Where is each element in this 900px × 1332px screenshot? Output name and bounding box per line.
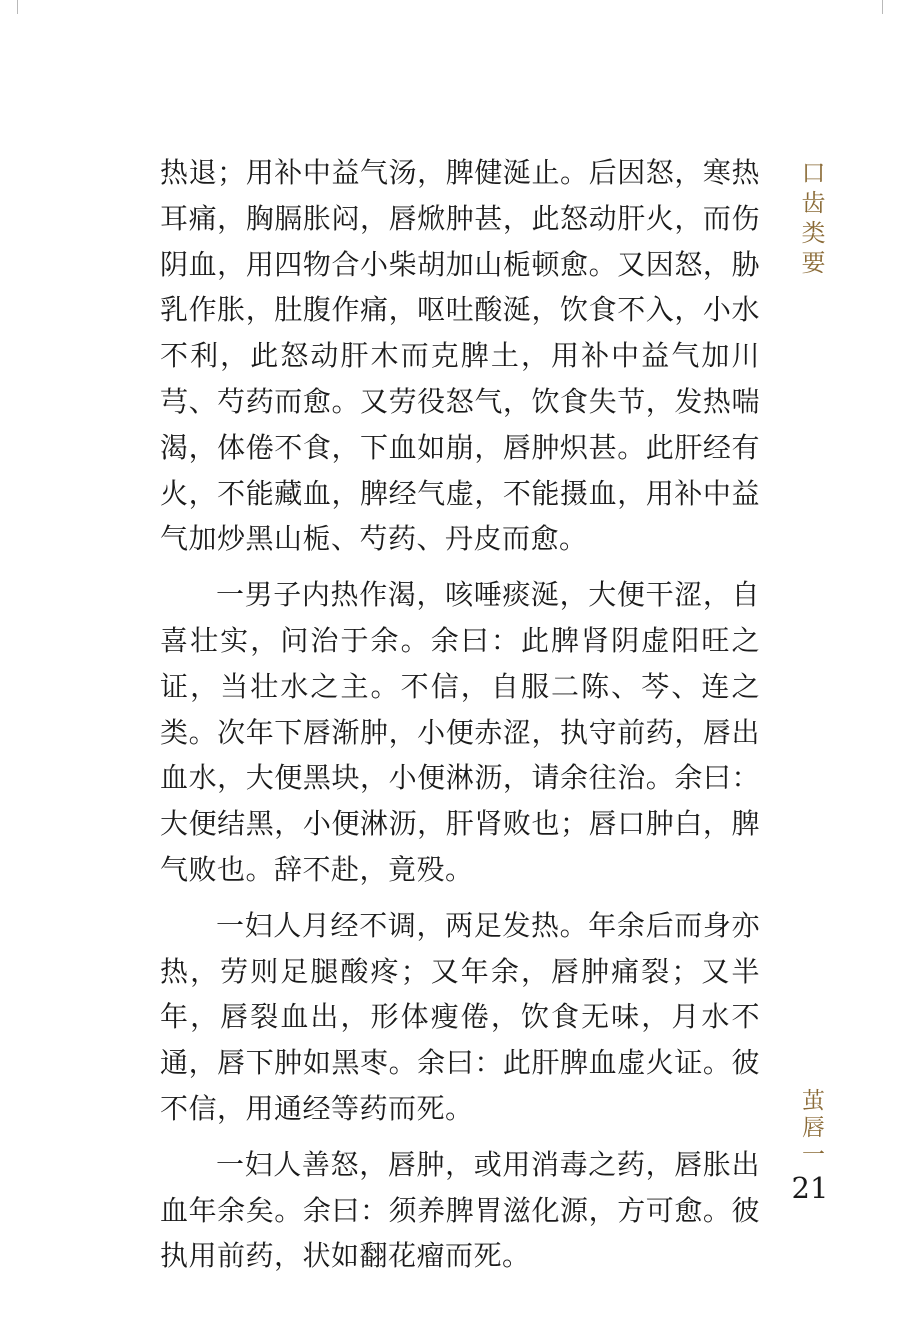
paragraph-3: 一妇人月经不调，两足发热。年余后而身亦热，劳则足腿酸疼；又年余，唇肿痛裂；又半年，唇裂血出，形体瘦倦，饮食无味，月水不通，唇下肿如黑枣。余曰：此肝脾血虚火证。彼不信，用通经等药而死。 [160,908,760,1125]
chapter-label: 茧唇一 [798,1088,824,1169]
paragraph-4: 一妇人善怒，唇肿，或用消毒之药，唇胀出血年余矣。余曰：须养脾胃滋化源，方可愈。彼执用前药，状如翻花瘤而死。 [160,1147,760,1273]
crop-mark-left [17,0,18,14]
running-head: 口齿类要 [797,160,825,280]
paragraph-1: 热退；用补中益气汤，脾健涎止。后因怒，寒热耳痛，胸膈胀闷，唇焮肿甚，此怒动肝火，而伤阴血，用四物合小柴胡加山栀顿愈。又因怒，胁乳作胀，肚腹作痛，呕吐酸涎，饮食不入，小水不利，此怒动肝木而克脾土，用补中益气加川芎、芍药而愈。又劳役怒气，饮食失节，发热喘渴，体倦不食，下血如崩，唇肿炽甚。此肝经有火，不能藏血，脾经气虚，不能摄血，用补中益气加炒黑山栀、芍药、丹皮而愈。 [160,156,760,556]
body-text [160,150,760,1279]
page-number: 21 [791,1171,829,1205]
crop-mark-right [882,0,883,14]
paragraph-2: 一男子内热作渴，咳唾痰涎，大便干涩，自喜壮实，问治于余。余曰：此脾肾阴虚阳旺之证，当壮水之主。不信，自服二陈、芩、连之类。次年下唇渐肿，小便赤涩，执守前药，唇出血水，大便黑块，小便淋沥，请余往治。余曰：大便结黑，小便淋沥，肝肾败也；唇口肿白，脾气败也。辞不赴，竟殁。 [160,578,760,886]
